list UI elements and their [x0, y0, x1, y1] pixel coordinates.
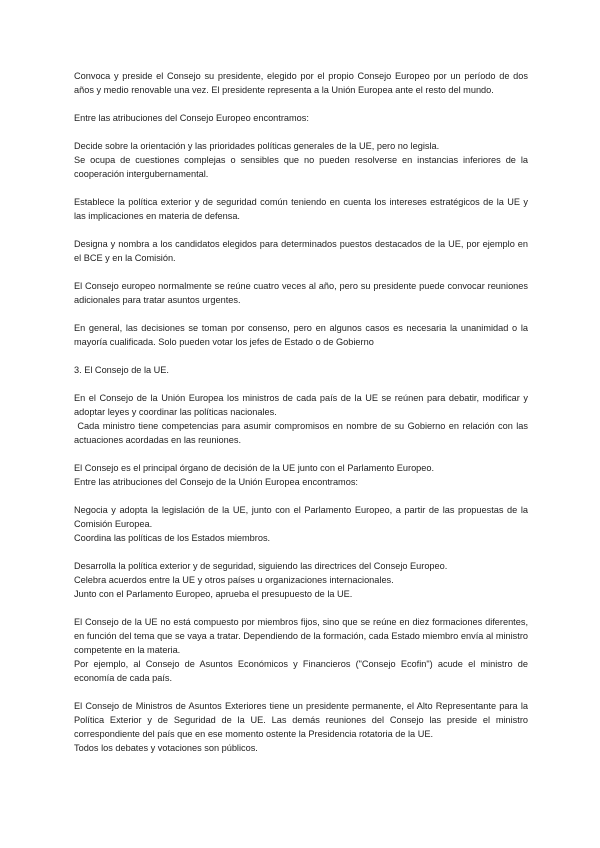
paragraph	[74, 391, 531, 447]
text-line: Negocia y adopta la legislación de la UE, junto con el Parlamento Europeo, a partir de las propuestas de la Comisión Europea.	[74, 505, 531, 529]
paragraph	[74, 615, 531, 685]
document-body	[74, 69, 531, 755]
text-line: En el Consejo de la Unión Europea los ministros de cada país de la UE se reúnen para debatir, modificar y adoptar leyes y coordinar las políticas nacionales.	[74, 393, 531, 417]
text-line: Designa y nombra a los candidatos elegidos para determinados puestos destacados de la UE, por ejemplo en el BCE y en la Comisión.	[74, 239, 531, 263]
text-line: Junto con el Parlamento Europeo, aprueba el presupuesto de la UE.	[74, 589, 353, 599]
text-line: Convoca y preside el Consejo su presidente, elegido por el propio Consejo Europeo por un período de dos años y medio renovable una vez. El presidente representa a la Unión Europea ante el resto del mundo.	[74, 71, 531, 95]
text-line: Entre las atribuciones del Consejo Europeo encontramos:	[74, 113, 309, 123]
paragraph	[74, 699, 531, 755]
paragraph	[74, 111, 528, 125]
paragraph	[74, 139, 531, 181]
paragraph	[74, 503, 531, 545]
paragraph	[74, 363, 528, 377]
text-line: Todos los debates y votaciones son públicos.	[74, 743, 258, 753]
text-line: Celebra acuerdos entre la UE y otros países u organizaciones internacionales.	[74, 575, 394, 585]
paragraph	[74, 279, 531, 307]
text-line: Entre las atribuciones del Consejo de la Unión Europea encontramos:	[74, 477, 358, 487]
text-line: En general, las decisiones se toman por consenso, pero en algunos casos es necesaria la unanimidad o la mayoría cualificada. Solo pueden votar los jefes de Estado o de Gobierno	[74, 323, 531, 347]
text-line: El Consejo de la UE no está compuesto por miembros fijos, sino que se reúne en diez formaciones diferentes, en función del tema que se vaya a tratar. Dependiendo de la formación, cada Estado miembro envía al ministro competente en la materia.	[74, 617, 531, 655]
paragraph	[74, 321, 531, 349]
text-line: Cada ministro tiene competencias para asumir compromisos en nombre de su Gobierno en relación con las actuaciones acordadas en las reuniones.	[74, 421, 531, 445]
text-line: El Consejo es el principal órgano de decisión de la UE junto con el Parlamento Europeo.	[74, 463, 435, 473]
text-line: Decide sobre la orientación y las prioridades políticas generales de la UE, pero no legisla.	[74, 141, 440, 151]
text-line: Desarrolla la política exterior y de seguridad, siguiendo las directrices del Consejo Europeo.	[74, 561, 448, 571]
paragraph	[74, 195, 531, 223]
text-line: 3. El Consejo de la UE.	[74, 365, 169, 375]
text-line: Se ocupa de cuestiones complejas o sensibles que no pueden resolverse en instancias inferiores de la cooperación intergubernamental.	[74, 155, 531, 179]
text-line: Coordina las políticas de los Estados miembros.	[74, 533, 271, 543]
paragraph	[74, 559, 528, 601]
text-line: El Consejo de Ministros de Asuntos Exteriores tiene un presidente permanente, el Alto Representante para la Política Exterior y de Seguridad de la UE. Las demás reuniones del Consejo las preside el ministro correspondiente del país que en ese momento ostente la Presidencia rotatoria de la UE.	[74, 701, 531, 739]
text-line: Por ejemplo, al Consejo de Asuntos Económicos y Financieros ("Consejo Ecofin") acude el ministro de economía de cada país.	[74, 659, 531, 683]
paragraph	[74, 69, 531, 97]
paragraph	[74, 237, 531, 265]
paragraph	[74, 461, 528, 489]
text-line: El Consejo europeo normalmente se reúne cuatro veces al año, pero su presidente puede convocar reuniones adicionales para tratar asuntos urgentes.	[74, 281, 531, 305]
text-line: Establece la política exterior y de seguridad común teniendo en cuenta los intereses estratégicos de la UE y las implicaciones en materia de defensa.	[74, 197, 531, 221]
